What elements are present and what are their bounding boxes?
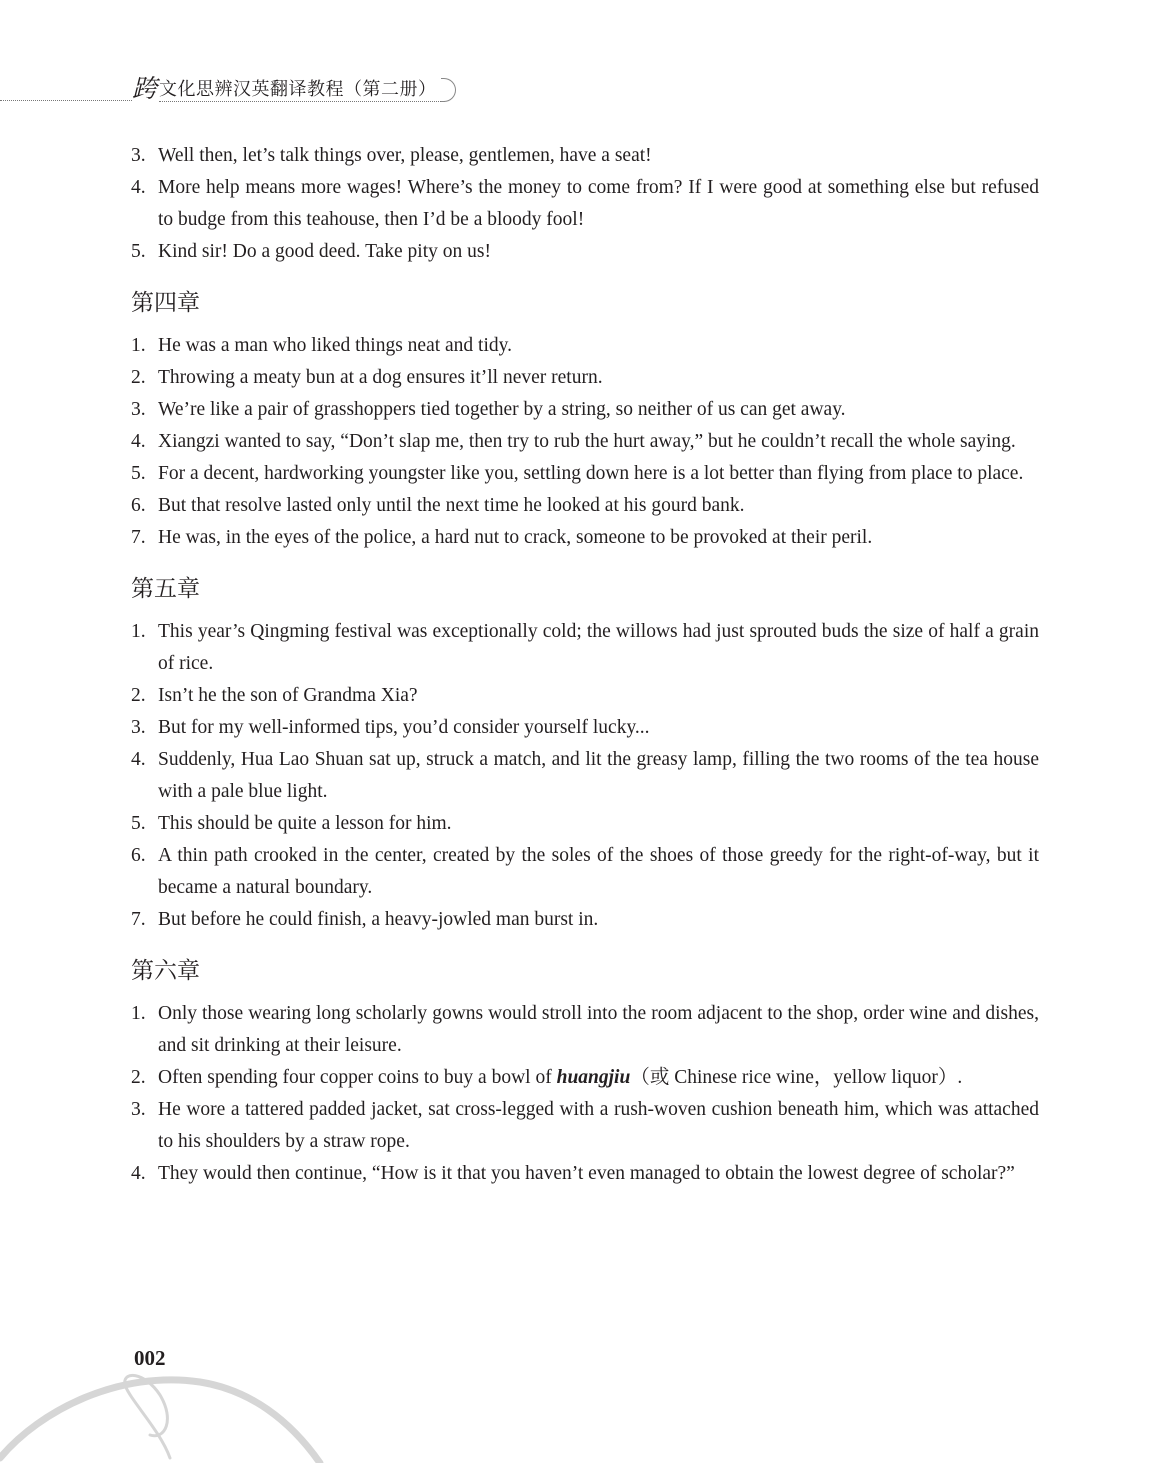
list-item: 4. Xiangzi wanted to say, “Don’t slap me, then try to rub the hurt away,” but he couldn’t recall the whole saying.: [131, 431, 1016, 452]
list-item: 2. Often spending four copper coins to buy a bowl of huangjiu（或 Chinese rice wine，yellow liquor）.: [131, 1067, 963, 1088]
list-item: 2. Isn’t he the son of Grandma Xia?: [131, 685, 418, 706]
list-item: 1. He was a man who liked things neat and tidy.: [131, 335, 512, 356]
chapter-6-list: [131, 998, 1039, 1190]
list-item: 7. But before he could finish, a heavy-jowled man burst in.: [131, 909, 599, 930]
list-item: 1. Only those wearing long scholarly gowns would stroll into the room adjacent to the shop, order wine and dishes, and sit drinking at their leisure.: [131, 1003, 1039, 1056]
intro-list: [131, 140, 1039, 268]
list-item: 3. He wore a tattered padded jacket, sat cross-legged with a rush-woven cushion beneath him, which was attached to his shoulders by a straw rope.: [131, 1099, 1039, 1152]
chapter-heading-4: 第四章: [131, 290, 200, 316]
list-item: 6. But that resolve lasted only until the next time he looked at his gourd bank.: [131, 495, 745, 516]
book-logo: 跨: [132, 74, 158, 103]
list-item: 5. This should be quite a lesson for him.: [131, 813, 452, 834]
book-title: 文化思辨汉英翻译教程（第二册）: [159, 79, 445, 102]
list-item: 4. They would then continue, “How is it that you haven’t even managed to obtain the lowest degree of scholar?”: [131, 1163, 1015, 1184]
list-item: 7. He was, in the eyes of the police, a hard nut to crack, someone to be provoked at their peril.: [131, 527, 873, 548]
list-item: 1. This year’s Qingming festival was exceptionally cold; the willows had just sprouted buds the size of half a grain of rice.: [131, 621, 1039, 674]
chapter-heading-5: 第五章: [131, 576, 200, 602]
list-item: 4. Suddenly, Hua Lao Shuan sat up, struck a match, and lit the greasy lamp, filling the two rooms of the tea house with a pale blue light.: [131, 749, 1039, 802]
italic-term: huangjiu: [556, 1067, 631, 1088]
list-item: 5. Kind sir! Do a good deed. Take pity on us!: [131, 241, 491, 262]
page-body: [131, 140, 1039, 1190]
list-item: 3. But for my well-informed tips, you’d consider yourself lucky...: [131, 717, 650, 738]
page-number: 002: [134, 1346, 166, 1370]
decorative-swoosh: [0, 1340, 400, 1463]
running-title: [132, 74, 456, 102]
list-item: 4. More help means more wages! Where’s the money to come from? If I were good at something else but refused to budge from this teahouse, then I’d be a bloody fool!: [131, 177, 1039, 230]
list-item: 3. We’re like a pair of grasshoppers tied together by a string, so neither of us can get away.: [131, 399, 846, 420]
list-item: 6. A thin path crooked in the center, created by the soles of the shoes of those greedy for the right-of-way, but it became a natural boundary.: [131, 845, 1039, 898]
chapter-4-list: [131, 330, 1039, 554]
list-item: 5. For a decent, hardworking youngster like you, settling down here is a lot better than flying from place to place.: [131, 463, 1024, 484]
header-title-cap: [441, 78, 456, 102]
page-header: [0, 0, 1168, 110]
list-item: 3. Well then, let’s talk things over, please, gentlemen, have a seat!: [131, 145, 652, 166]
chapter-5-list: [131, 616, 1039, 936]
chapter-heading-6: 第六章: [131, 958, 200, 984]
header-dotted-rule: [0, 100, 132, 101]
list-item: 2. Throwing a meaty bun at a dog ensures it’ll never return.: [131, 367, 603, 388]
